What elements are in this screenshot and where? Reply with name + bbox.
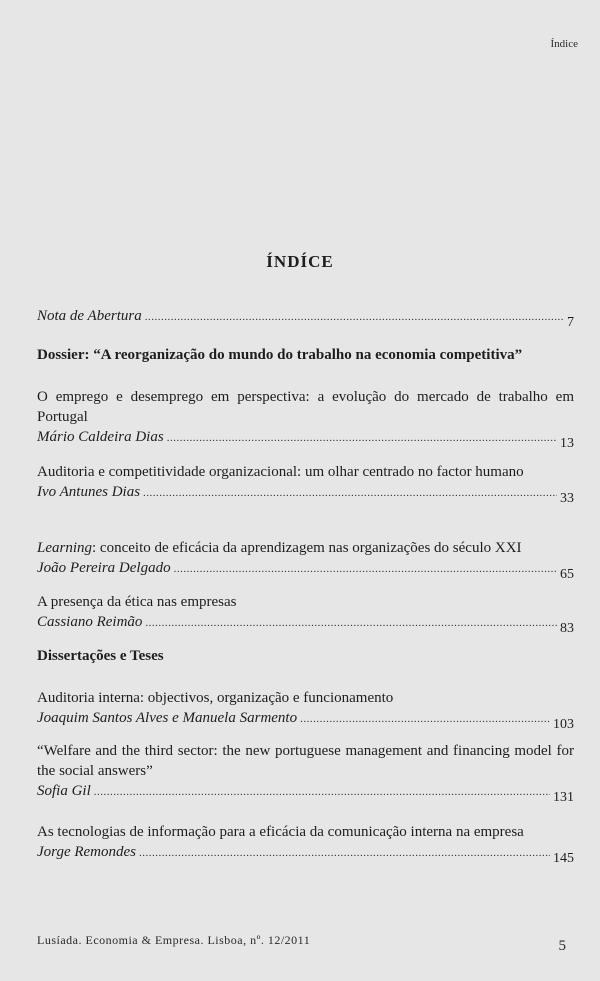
leader-dots (143, 483, 557, 503)
leader-dots (145, 613, 557, 633)
toc-entry-title-emphasis: Learning (37, 540, 93, 556)
toc-entry-title: “Welfare and the third sector: the new portuguese management and financing model for the social answers” (37, 743, 574, 779)
toc-entry (37, 387, 574, 451)
toc-entry-author: Cassiano Reimão (37, 614, 143, 630)
page-title: ÍNDÍCE (266, 252, 334, 271)
toc-entry (37, 822, 574, 866)
leader-dots (174, 559, 557, 579)
running-head: Índice (550, 38, 578, 50)
toc-entry-title: O emprego e desemprego em perspectiva: a evolução do mercado de trabalho em Portugal (37, 389, 574, 425)
footer-citation: Lusíada. Economia & Empresa. Lisboa, nº. 12/2011 (37, 933, 311, 947)
toc-entry-author: João Pereira Delgado (37, 560, 171, 576)
toc-entry (37, 592, 574, 636)
toc-entry-page: 33 (560, 491, 574, 506)
toc-entry-author: Jorge Remondes (37, 844, 136, 860)
toc-entry-author: Joaquim Santos Alves e Manuela Sarmento (37, 710, 298, 726)
toc-entry-page: 65 (560, 567, 574, 582)
toc-entry (37, 462, 574, 506)
leader-dots (300, 709, 550, 729)
leader-dots (139, 843, 550, 863)
toc-entry-title: Auditoria e competitividade organizacional: um olhar centrado no factor humano (37, 464, 524, 480)
toc-entry-author: Sofia Gil (37, 783, 91, 799)
section-heading-dossier: Dossier: “A reorganização do mundo do trabalho na economia competitiva” (37, 347, 523, 363)
leader-dots (94, 782, 550, 802)
toc-entry-title: A presença da ética nas empresas (37, 594, 237, 610)
toc-entry-author: Mário Caldeira Dias (37, 429, 164, 445)
section-heading-theses: Dissertações e Teses (37, 648, 164, 664)
toc-entry-author: Ivo Antunes Dias (37, 484, 141, 500)
toc-entry-page: 103 (553, 717, 574, 732)
toc-entry-page: 7 (567, 315, 574, 330)
toc-entry-page: 83 (560, 621, 574, 636)
leader-dots (145, 307, 564, 327)
toc-entry-title-wrap (37, 538, 574, 558)
toc-entry-nota-abertura (37, 306, 574, 330)
toc-entry-page: 145 (553, 851, 574, 866)
toc-entry-title: As tecnologias de informação para a eficácia da comunicação interna na empresa (37, 824, 524, 840)
toc-entry-page: 131 (553, 790, 574, 805)
footer-page-number: 5 (558, 938, 566, 954)
toc-entry (37, 538, 574, 582)
toc-entry-title: : conceito de eficácia da aprendizagem nas organizações do século XXI (92, 540, 522, 556)
toc-entry (37, 741, 574, 805)
toc-entry-author: Nota de Abertura (37, 308, 142, 324)
toc-entry-title: Auditoria interna: objectivos, organização e funcionamento (37, 690, 394, 706)
toc-entry (37, 688, 574, 732)
toc-entry-page: 13 (560, 436, 574, 451)
leader-dots (167, 428, 557, 448)
